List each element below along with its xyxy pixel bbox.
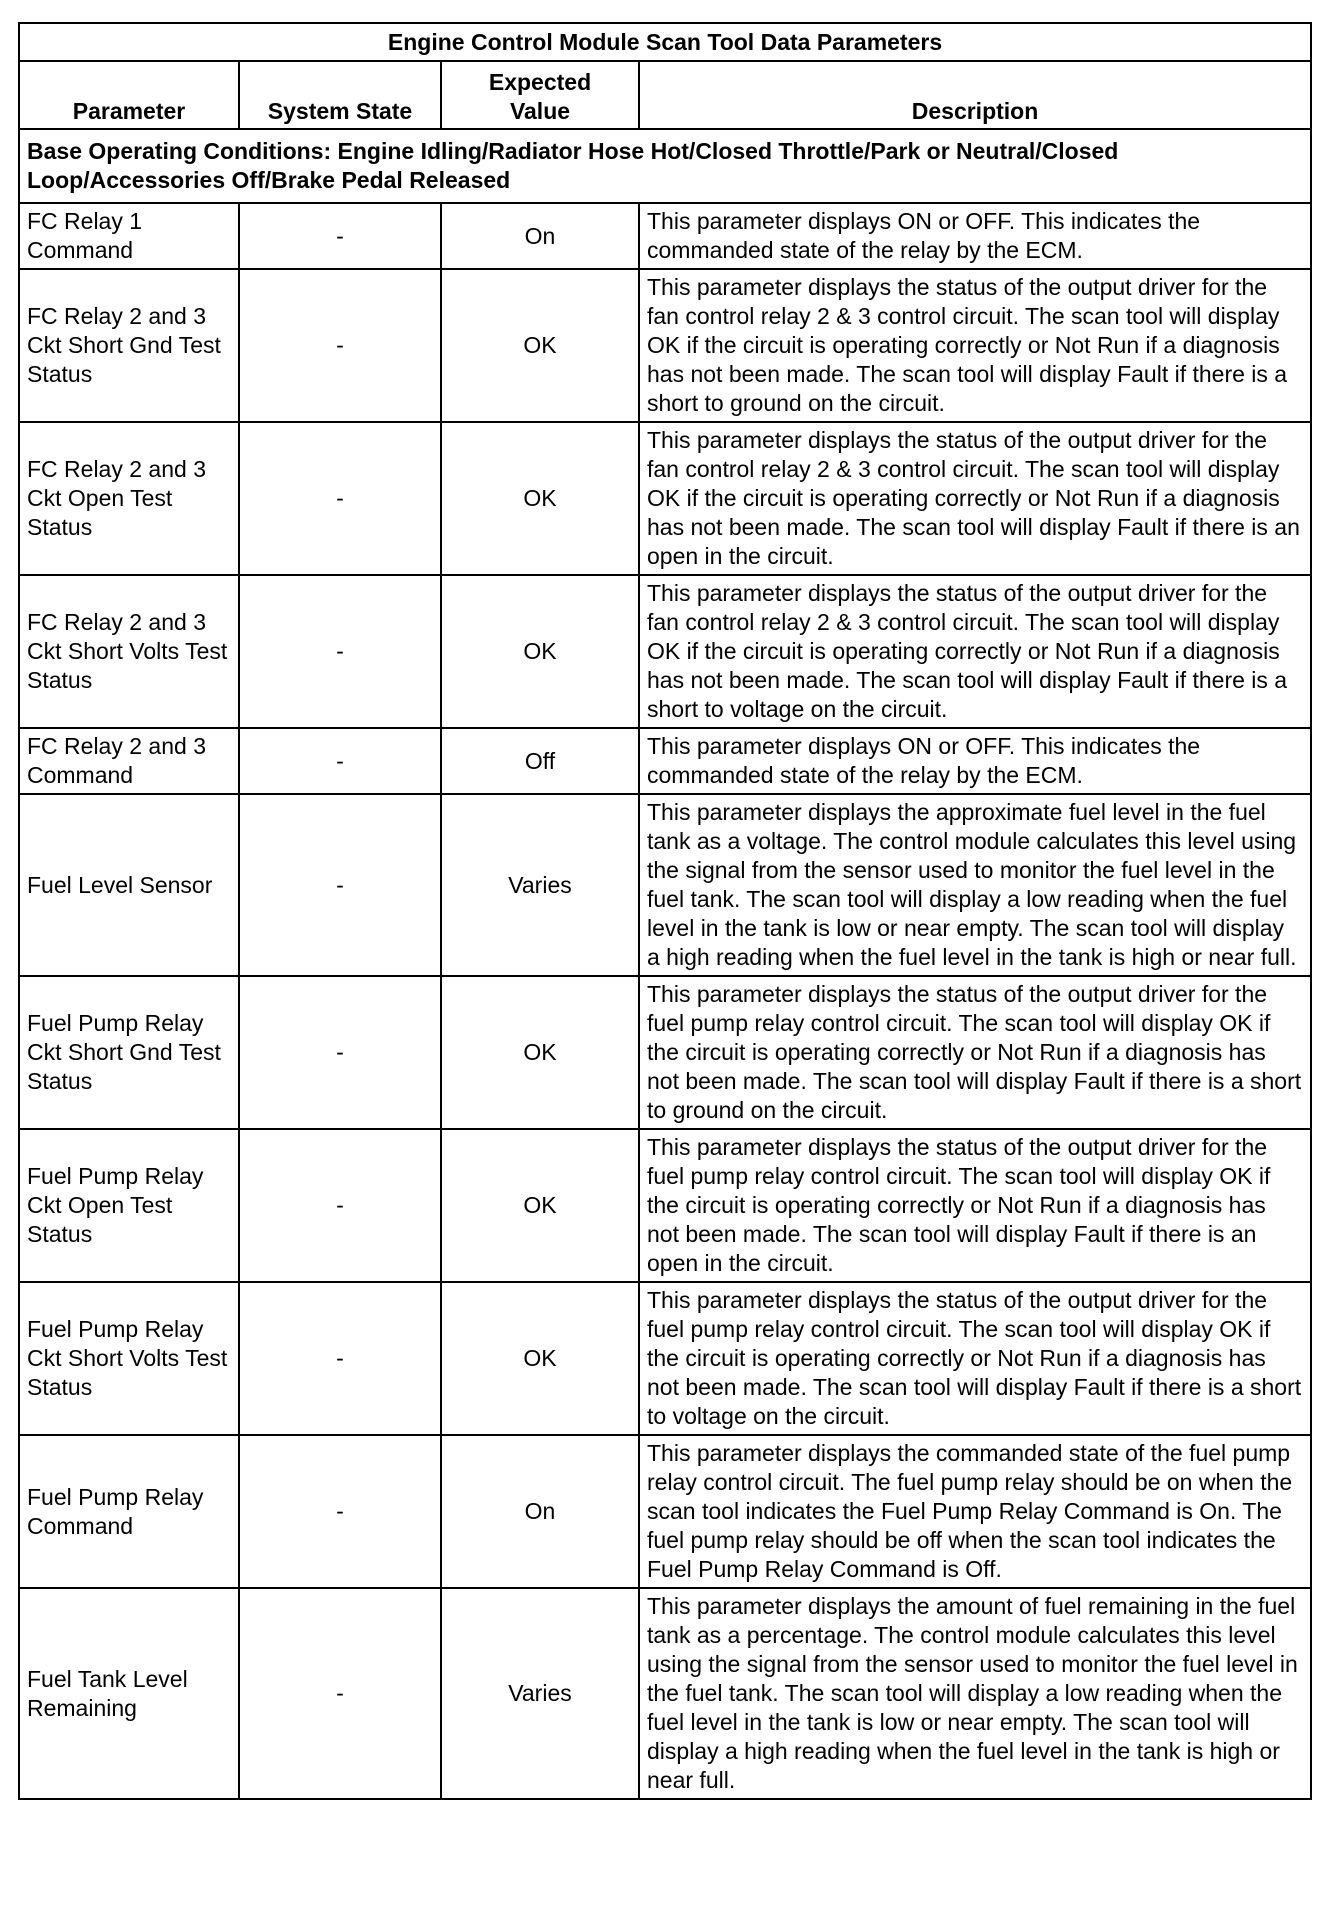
header-system-state: System State: [239, 61, 441, 129]
system-state-cell: -: [239, 203, 441, 269]
table-row: [19, 575, 1311, 728]
expected-value-cell: On: [441, 1435, 639, 1588]
description-cell: This parameter displays the status of the output driver for the fan control relay 2 & 3 control circuit. The scan tool will display OK if the circuit is operating correctly or Not Run if a diagnosis has not been made. The scan tool will display Fault if there is a short to voltage on the circuit.: [639, 575, 1311, 728]
system-state-cell: -: [239, 794, 441, 976]
parameter-cell: Fuel Pump Relay Ckt Short Gnd Test Status: [19, 976, 239, 1129]
table-row: [19, 1588, 1311, 1799]
parameter-cell: FC Relay 2 and 3 Ckt Short Gnd Test Status: [19, 269, 239, 422]
system-state-cell: -: [239, 575, 441, 728]
table-title-row: [19, 23, 1311, 61]
parameter-cell: Fuel Pump Relay Command: [19, 1435, 239, 1588]
parameter-cell: Fuel Level Sensor: [19, 794, 239, 976]
expected-value-cell: OK: [441, 1282, 639, 1435]
system-state-cell: -: [239, 422, 441, 575]
parameter-cell: Fuel Pump Relay Ckt Open Test Status: [19, 1129, 239, 1282]
parameter-cell: FC Relay 2 and 3 Command: [19, 728, 239, 794]
parameter-cell: Fuel Tank Level Remaining: [19, 1588, 239, 1799]
base-operating-conditions: Base Operating Conditions: Engine Idling/Radiator Hose Hot/Closed Throttle/Park or Neutral/Closed Loop/Accessories Off/Brake Pedal Released: [19, 129, 1311, 203]
table-header-row: [19, 61, 1311, 129]
system-state-cell: -: [239, 1588, 441, 1799]
header-parameter: Parameter: [19, 61, 239, 129]
description-cell: This parameter displays ON or OFF. This indicates the commanded state of the relay by the ECM.: [639, 728, 1311, 794]
description-cell: This parameter displays ON or OFF. This indicates the commanded state of the relay by the ECM.: [639, 203, 1311, 269]
system-state-cell: -: [239, 269, 441, 422]
system-state-cell: -: [239, 1435, 441, 1588]
header-description: Description: [639, 61, 1311, 129]
expected-value-cell: Varies: [441, 794, 639, 976]
table-row: [19, 269, 1311, 422]
scan-tool-data-table: [18, 22, 1312, 1800]
description-cell: This parameter displays the status of the output driver for the fuel pump relay control circuit. The scan tool will display OK if the circuit is operating correctly or Not Run if a diagnosis has not been made. The scan tool will display Fault if there is a short to ground on the circuit.: [639, 976, 1311, 1129]
table-row: [19, 1435, 1311, 1588]
table-row: [19, 422, 1311, 575]
system-state-cell: -: [239, 1282, 441, 1435]
table-body: [19, 129, 1311, 1799]
expected-value-cell: OK: [441, 269, 639, 422]
table-row: [19, 1129, 1311, 1282]
table-row: [19, 728, 1311, 794]
description-cell: This parameter displays the status of the output driver for the fuel pump relay control circuit. The scan tool will display OK if the circuit is operating correctly or Not Run if a diagnosis has not been made. The scan tool will display Fault if there is an open in the circuit.: [639, 1129, 1311, 1282]
conditions-row: [19, 129, 1311, 203]
expected-value-cell: OK: [441, 422, 639, 575]
description-cell: This parameter displays the status of the output driver for the fan control relay 2 & 3 control circuit. The scan tool will display OK if the circuit is operating correctly or Not Run if a diagnosis has not been made. The scan tool will display Fault if there is a short to ground on the circuit.: [639, 269, 1311, 422]
expected-value-cell: OK: [441, 976, 639, 1129]
expected-value-cell: OK: [441, 575, 639, 728]
table-row: [19, 203, 1311, 269]
expected-value-cell: On: [441, 203, 639, 269]
description-cell: This parameter displays the approximate fuel level in the fuel tank as a voltage. The control module calculates this level using the signal from the sensor used to monitor the fuel level in the fuel tank. The scan tool will display a low reading when the fuel level in the tank is low or near empty. The scan tool will display a high reading when the fuel level in the tank is high or near full.: [639, 794, 1311, 976]
system-state-cell: -: [239, 1129, 441, 1282]
expected-value-cell: OK: [441, 1129, 639, 1282]
system-state-cell: -: [239, 976, 441, 1129]
parameter-cell: FC Relay 2 and 3 Ckt Short Volts Test Status: [19, 575, 239, 728]
system-state-cell: -: [239, 728, 441, 794]
description-cell: This parameter displays the status of the output driver for the fuel pump relay control circuit. The scan tool will display OK if the circuit is operating correctly or Not Run if a diagnosis has not been made. The scan tool will display Fault if there is a short to voltage on the circuit.: [639, 1282, 1311, 1435]
table-title: Engine Control Module Scan Tool Data Parameters: [19, 23, 1311, 61]
table-row: [19, 1282, 1311, 1435]
description-cell: This parameter displays the status of the output driver for the fan control relay 2 & 3 control circuit. The scan tool will display OK if the circuit is operating correctly or Not Run if a diagnosis has not been made. The scan tool will display Fault if there is an open in the circuit.: [639, 422, 1311, 575]
header-expected-value: Expected Value: [441, 61, 639, 129]
description-cell: This parameter displays the amount of fuel remaining in the fuel tank as a percentage. The control module calculates this level using the signal from the sensor used to monitor the fuel level in the fuel tank. The scan tool will display a low reading when the fuel level in the tank is low or near empty. The scan tool will display a high reading when the fuel level in the tank is high or near full.: [639, 1588, 1311, 1799]
table-row: [19, 976, 1311, 1129]
parameter-cell: FC Relay 1 Command: [19, 203, 239, 269]
parameter-cell: FC Relay 2 and 3 Ckt Open Test Status: [19, 422, 239, 575]
expected-value-cell: Off: [441, 728, 639, 794]
description-cell: This parameter displays the commanded state of the fuel pump relay control circuit. The fuel pump relay should be on when the scan tool indicates the Fuel Pump Relay Command is On. The fuel pump relay should be off when the scan tool indicates the Fuel Pump Relay Command is Off.: [639, 1435, 1311, 1588]
table-row: [19, 794, 1311, 976]
expected-value-cell: Varies: [441, 1588, 639, 1799]
parameter-cell: Fuel Pump Relay Ckt Short Volts Test Status: [19, 1282, 239, 1435]
